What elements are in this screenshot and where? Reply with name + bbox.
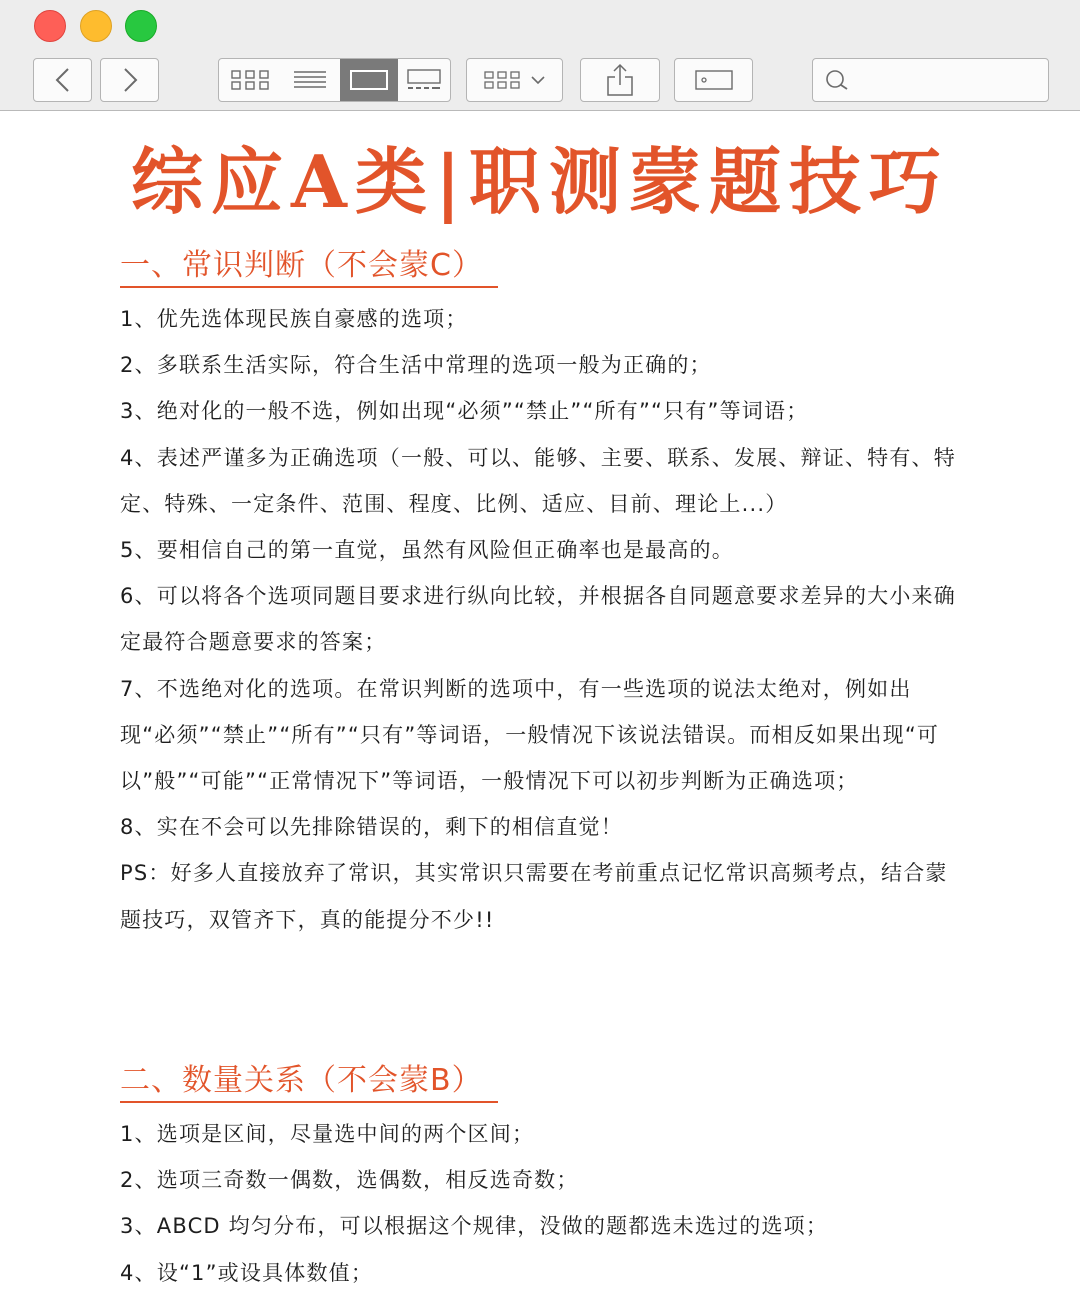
tag-button[interactable] bbox=[674, 58, 753, 102]
list-item: 3、ABCD 均匀分布，可以根据这个规律，没做的题都选未选过的选项； bbox=[120, 1214, 829, 1239]
section-heading-quantitative: 二、数量关系（不会蒙B） bbox=[120, 1061, 498, 1103]
common-sense-tips-list bbox=[120, 296, 960, 943]
share-button[interactable] bbox=[580, 58, 660, 102]
forward-icon bbox=[120, 67, 140, 93]
list-item: 4、设“1”或设具体数值； bbox=[120, 1260, 374, 1285]
list-item: 5、要相信自己的第一直觉，虽然有风险但正确率也是最高的。 bbox=[120, 538, 734, 563]
chevron-down-icon bbox=[529, 74, 547, 86]
page-title: 综应A类|职测蒙题技巧 bbox=[130, 139, 950, 224]
window-toolbar bbox=[0, 0, 1080, 111]
column-view-button[interactable] bbox=[340, 59, 398, 101]
list-item: 7、不选绝对化的选项。在常识判断的选项中，有一些选项的说法太绝对，例如出现“必须”“禁止”“所有”“只有”等词语，一般情况下该说法错误。而相反如果出现“可以”般”“可能”“正常情况下”等词语，一般情况下可以初步判断为正确选项； bbox=[120, 676, 940, 794]
close-window-button[interactable] bbox=[34, 10, 66, 42]
list-item: 6、可以将各个选项同题目要求进行纵向比较，并根据各自同题意要求差异的大小来确定最符合题意要求的答案； bbox=[120, 584, 956, 655]
icon-view-icon bbox=[230, 69, 270, 91]
list-item: 2、选项三奇数一偶数，选偶数，相反选奇数； bbox=[120, 1168, 579, 1193]
list-item: 1、优先选体现民族自豪感的选项； bbox=[120, 307, 468, 331]
forward-button[interactable] bbox=[100, 58, 159, 102]
tag-icon bbox=[694, 68, 734, 92]
icon-view-button[interactable] bbox=[219, 59, 280, 101]
list-view-button[interactable] bbox=[280, 59, 340, 101]
gallery-view-button[interactable] bbox=[398, 59, 450, 101]
share-icon bbox=[606, 63, 634, 97]
search-field[interactable] bbox=[812, 58, 1049, 102]
list-item: 1、选项是区间，尽量选中间的两个区间； bbox=[120, 1122, 535, 1146]
list-view-icon bbox=[292, 69, 328, 91]
list-item: 8、实在不会可以先排除错误的，剩下的相信直觉！ bbox=[120, 815, 623, 840]
back-icon bbox=[53, 67, 73, 93]
column-view-icon bbox=[349, 68, 389, 92]
list-item: 3、绝对化的一般不选，例如出现“必须”“禁止”“所有”“只有”等词语； bbox=[120, 399, 809, 424]
group-by-button[interactable] bbox=[466, 58, 563, 102]
list-item: 4、表述严谨多为正确选项（一般、可以、能够、主要、联系、发展、辩证、特有、特定、特殊、一定条件、范围、程度、比例、适应、目前、理论上...） bbox=[120, 445, 956, 516]
zoom-window-button[interactable] bbox=[125, 10, 157, 42]
search-input[interactable] bbox=[859, 65, 1043, 97]
gallery-view-icon bbox=[405, 68, 443, 92]
list-item: 2、多联系生活实际，符合生活中常理的选项一般为正确的； bbox=[120, 353, 712, 378]
quantitative-tips-list bbox=[120, 1111, 960, 1296]
view-mode-segmented-control bbox=[218, 58, 451, 102]
minimize-window-button[interactable] bbox=[80, 10, 112, 42]
list-item: PS：好多人直接放弃了常识，其实常识只需要在考前重点记忆常识高频考点，结合蒙题技巧，双管齐下，真的能提分不少!! bbox=[120, 861, 948, 932]
back-button[interactable] bbox=[33, 58, 92, 102]
group-icon bbox=[483, 69, 523, 91]
search-icon bbox=[825, 69, 851, 93]
section-heading-common-sense: 一、常识判断（不会蒙C） bbox=[120, 246, 498, 288]
